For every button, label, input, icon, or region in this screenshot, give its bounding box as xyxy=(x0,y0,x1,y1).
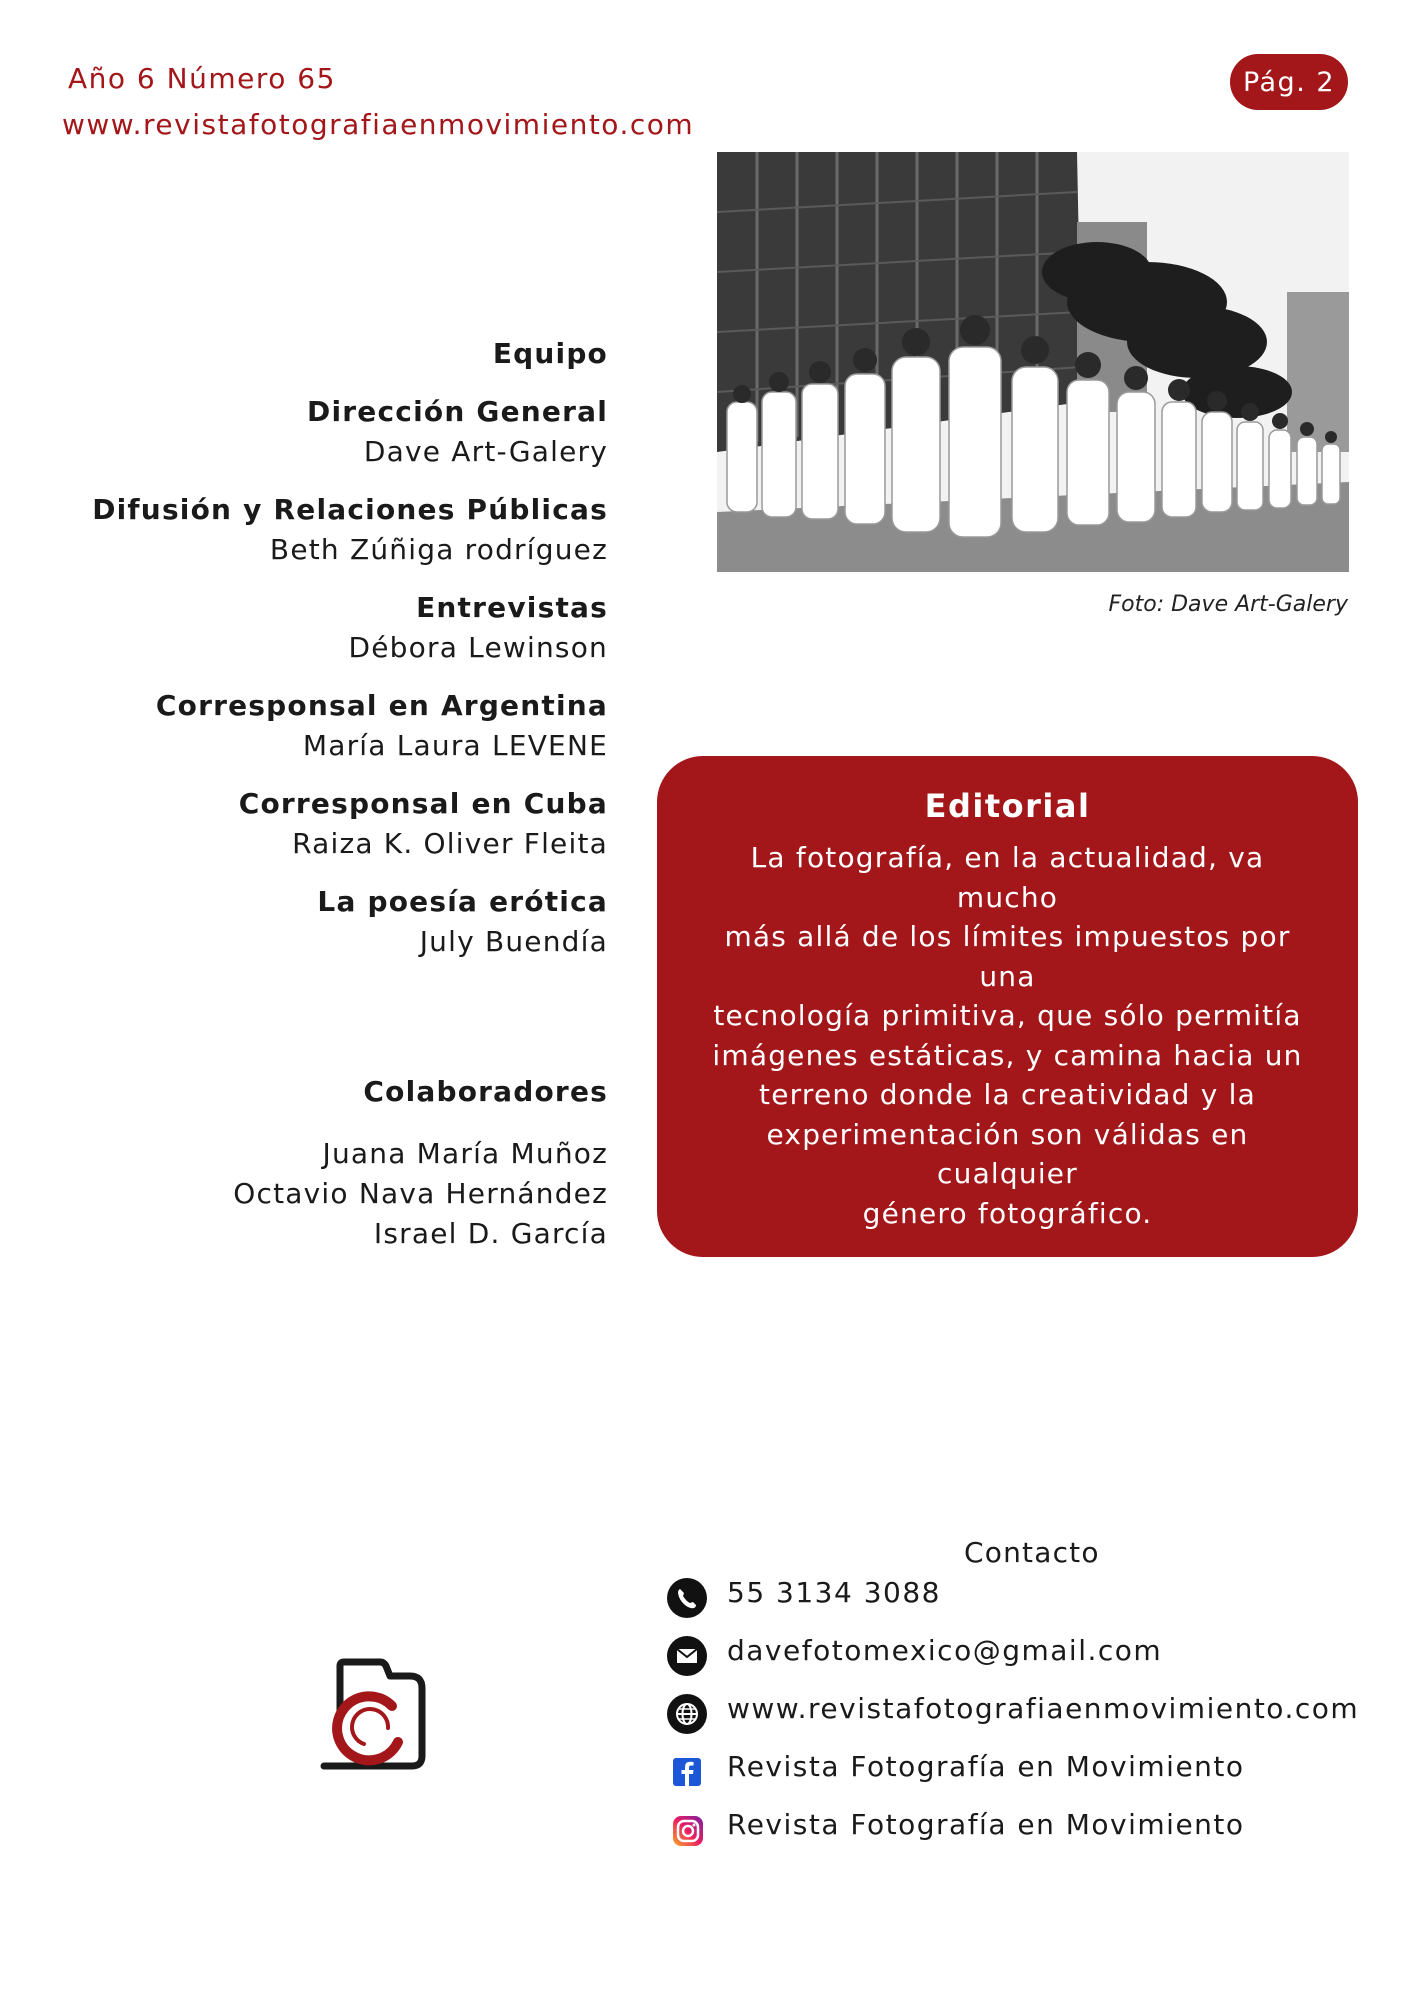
mail-icon xyxy=(667,1636,707,1676)
contact-title: Contacto xyxy=(964,1536,1100,1569)
collaborators-heading: Colaboradores xyxy=(363,1075,608,1108)
contact-facebook[interactable]: Revista Fotografía en Movimiento xyxy=(727,1750,1245,1783)
team-name: July Buendía xyxy=(419,925,608,958)
team-member xyxy=(60,490,608,570)
collaborator-name: Juana María Muñoz xyxy=(322,1137,608,1170)
team-name: Débora Lewinson xyxy=(348,631,608,664)
team-name: Raiza K. Oliver Fleita xyxy=(292,827,608,860)
editorial-signature: Dave Art-Galery Director General xyxy=(754,1316,1261,1349)
team-role: Entrevistas xyxy=(416,591,608,624)
team-name: Dave Art-Galery xyxy=(363,435,608,468)
team-member xyxy=(60,588,608,668)
website-link[interactable]: www.revistafotografiaenmovimiento.com xyxy=(62,108,695,141)
contact-email[interactable]: davefotomexico@gmail.com xyxy=(727,1634,1163,1667)
team-name: Beth Zúñiga rodríguez xyxy=(269,533,608,566)
contact-web[interactable]: www.revistafotografiaenmovimiento.com xyxy=(727,1692,1360,1725)
collaborators-section xyxy=(60,1072,608,1254)
team-section xyxy=(60,334,608,980)
phone-icon xyxy=(667,1578,707,1618)
team-member xyxy=(60,784,608,864)
team-role: Corresponsal en Argentina xyxy=(155,689,608,722)
editorial-line: experimentación son válidas en cualquier xyxy=(766,1117,1249,1190)
team-role: Difusión y Relaciones Públicas xyxy=(92,493,608,526)
page-badge: Pág. 2 xyxy=(1230,54,1348,110)
instagram-icon xyxy=(667,1810,707,1850)
team-member xyxy=(60,392,608,472)
contact-phone[interactable]: 55 3134 3088 xyxy=(727,1576,941,1609)
editorial-line: terreno donde la creatividad y la xyxy=(759,1078,1256,1111)
editorial-welcome: Sean bienvenidos xyxy=(873,1276,1142,1309)
contact-instagram[interactable]: Revista Fotografía en Movimiento xyxy=(727,1808,1245,1841)
camera-logo-icon xyxy=(314,1656,430,1772)
editorial-line: imágenes estáticas, y camina hacia un xyxy=(712,1038,1303,1072)
facebook-icon xyxy=(667,1752,707,1792)
editorial-line: tecnología primitiva, que sólo permitía xyxy=(713,999,1302,1032)
team-name: María Laura LEVENE xyxy=(302,729,608,762)
team-member xyxy=(60,882,608,962)
globe-icon xyxy=(667,1694,707,1734)
editorial-box xyxy=(657,756,1358,1349)
editorial-line: más allá de los límites impuestos por una xyxy=(724,920,1291,993)
collaborator-name: Octavio Nava Hernández xyxy=(233,1177,608,1210)
photo-caption: Foto: Dave Art-Galery xyxy=(1108,592,1348,617)
editorial-line: género fotográfico. xyxy=(862,1196,1153,1230)
issue-number: Año 6 Número 65 xyxy=(68,62,336,95)
editorial-body xyxy=(657,838,1358,1233)
team-role: Corresponsal en Cuba xyxy=(238,787,608,820)
editorial-line: La fotografía, en la actualidad, va mucho xyxy=(750,841,1265,914)
team-heading: Equipo xyxy=(492,337,608,370)
editorial-title: Editorial xyxy=(924,787,1091,825)
team-role: La poesía erótica xyxy=(317,885,608,918)
team-role: Dirección General xyxy=(307,395,608,428)
cover-photo xyxy=(717,152,1349,572)
nurses-parade-photo xyxy=(717,152,1349,572)
team-member xyxy=(60,686,608,766)
collaborator-name: Israel D. García xyxy=(373,1217,608,1250)
